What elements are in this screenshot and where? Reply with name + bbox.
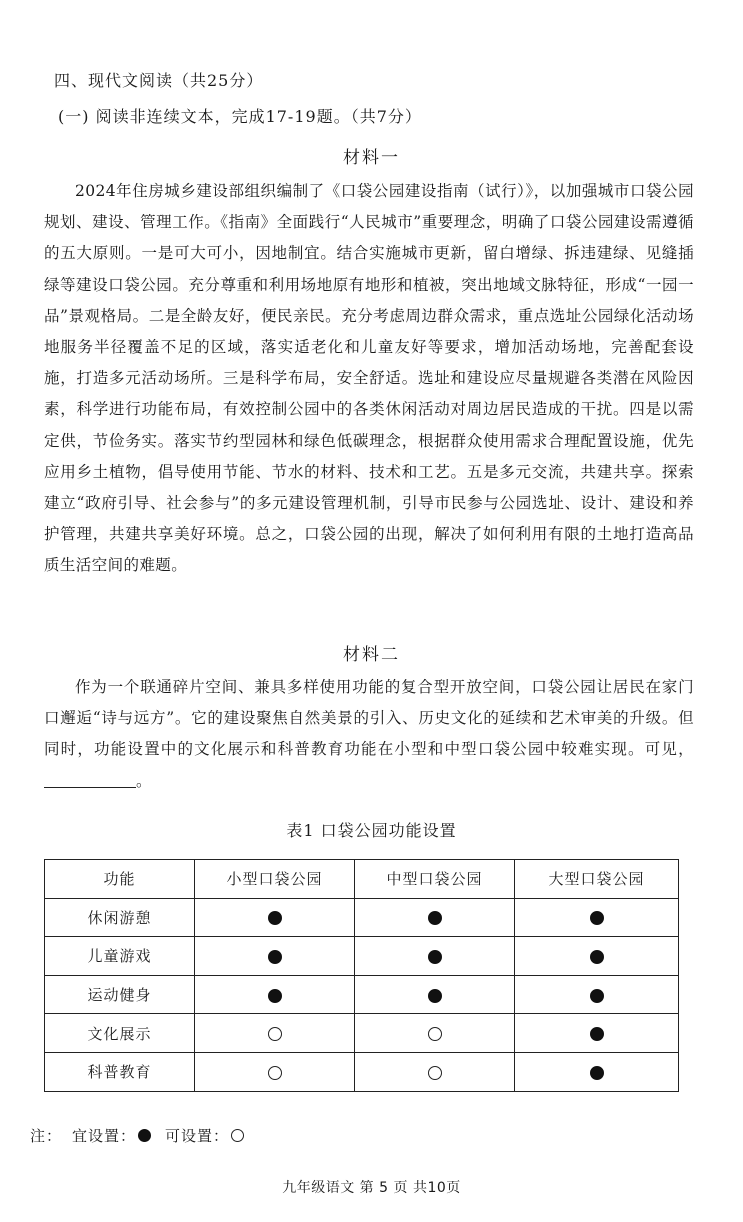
filled-circle-icon: [428, 950, 442, 964]
material2-end: 。: [136, 771, 152, 790]
table-row: [45, 1014, 679, 1053]
filled-circle-icon: [268, 950, 282, 964]
filled-circle-icon: [428, 911, 442, 925]
answer-blank: [44, 771, 136, 788]
table-title: 表1 口袋公园功能设置: [286, 821, 457, 840]
legend-prefix: 注：: [30, 1127, 63, 1145]
function-cell: [515, 937, 679, 976]
function-cell: [195, 975, 355, 1014]
material1-paragraph: 2024年住房城乡建设部组织编制了《口袋公园建设指南（试行）》，以加强城市口袋公园规划、建设、管理工作。《指南》全面践行“人民城市”重要理念，明确了口袋公园建设需遵循的五大原则。一是可大可小，因地制宜。结合实施城市更新，留白增绿、拆违建绿、见缝插绿等建设口袋公园。充分尊重和利用场地原有地形和植被，突出地域文脉特征，形成“一园一品”景观格局。二是全龄友好，便民亲民。充分考虑周边群众需求，重点选址公园绿化活动场地服务半径覆盖不足的区域，落实适老化和儿童友好等要求，增加活动场地，完善配套设施，打造多元活动场所。三是科学布局，安全舒适。选址和建设应尽量规避各类潜在风险因素，科学进行功能布局，有效控制公园中的各类休闲活动对周边居民造成的干扰。四是以需定供，节俭务实。落实节约型园林和绿色低碳理念，根据群众使用需求合理配置设施，优先应用乡土植物，倡导使用节能、节水的材料、技术和工艺。五是多元交流，共建共享。探索建立“政府引导、社会参与”的多元建设管理机制，引导市民参与公园选址、设计、建设和养护管理，共建共享美好环境。总之，口袋公园的出现，解决了如何利用有限的土地打造高品质生活空间的难题。: [44, 182, 694, 575]
function-cell: [195, 937, 355, 976]
legend-recommended-label: 宜设置：: [72, 1127, 137, 1145]
table-header: 小型口袋公园: [195, 860, 355, 899]
function-label: 休闲游憩: [45, 898, 195, 937]
filled-circle-icon: [268, 911, 282, 925]
material2-text: 作为一个联通碎片空间、兼具多样使用功能的复合型开放空间，口袋公园让居民在家门口邂逅“诗与远方”。它的建设聚焦自然美景的引入、历史文化的延续和艺术审美的升级。但同时，功能设置中的文化展示和科普教育功能在小型和中型口袋公园中较难实现。可见，: [44, 678, 694, 759]
function-label: 科普教育: [45, 1052, 195, 1091]
function-cell: [355, 898, 515, 937]
filled-circle-icon: [590, 1027, 604, 1041]
table-row: [45, 975, 679, 1014]
table-row: [45, 1052, 679, 1091]
filled-circle-icon: [590, 911, 604, 925]
material2-paragraph: [44, 672, 694, 800]
table-header: 中型口袋公园: [355, 860, 515, 899]
table-row: [45, 937, 679, 976]
material2-title: 材料二: [343, 645, 400, 665]
function-table: [44, 859, 679, 1092]
function-label: 文化展示: [45, 1014, 195, 1053]
function-cell: [515, 1052, 679, 1091]
table-header: 大型口袋公园: [515, 860, 679, 899]
function-cell: [515, 975, 679, 1014]
filled-circle-icon: [590, 1066, 604, 1080]
function-cell: [355, 1014, 515, 1053]
hollow-circle-icon: [231, 1129, 244, 1142]
function-cell: [195, 898, 355, 937]
filled-circle-icon: [428, 989, 442, 1003]
section-heading: 四、现代文阅读（共25分）: [54, 71, 264, 90]
function-cell: [515, 1014, 679, 1053]
function-label: 运动健身: [45, 975, 195, 1014]
table-body: [45, 898, 679, 1091]
function-cell: [515, 898, 679, 937]
page-footer: 九年级语文 第 5 页 共10页: [282, 1180, 461, 1196]
hollow-circle-icon: [428, 1066, 442, 1080]
function-cell: [195, 1014, 355, 1053]
legend-optional-label: 可设置：: [165, 1127, 230, 1145]
filled-circle-icon: [268, 989, 282, 1003]
filled-circle-icon: [590, 950, 604, 964]
legend: [30, 1125, 258, 1146]
hollow-circle-icon: [268, 1027, 282, 1041]
sub-heading: (一) 阅读非连续文本，完成17-19题。（共7分）: [58, 107, 422, 126]
filled-circle-icon: [590, 989, 604, 1003]
function-cell: [195, 1052, 355, 1091]
function-cell: [355, 975, 515, 1014]
filled-circle-icon: [138, 1129, 151, 1142]
table-header: 功能: [45, 860, 195, 899]
table-row: [45, 898, 679, 937]
hollow-circle-icon: [428, 1027, 442, 1041]
hollow-circle-icon: [268, 1066, 282, 1080]
table-header-row: [45, 860, 679, 899]
function-label: 儿童游戏: [45, 937, 195, 976]
function-cell: [355, 937, 515, 976]
function-cell: [355, 1052, 515, 1091]
material1-title: 材料一: [343, 148, 400, 168]
